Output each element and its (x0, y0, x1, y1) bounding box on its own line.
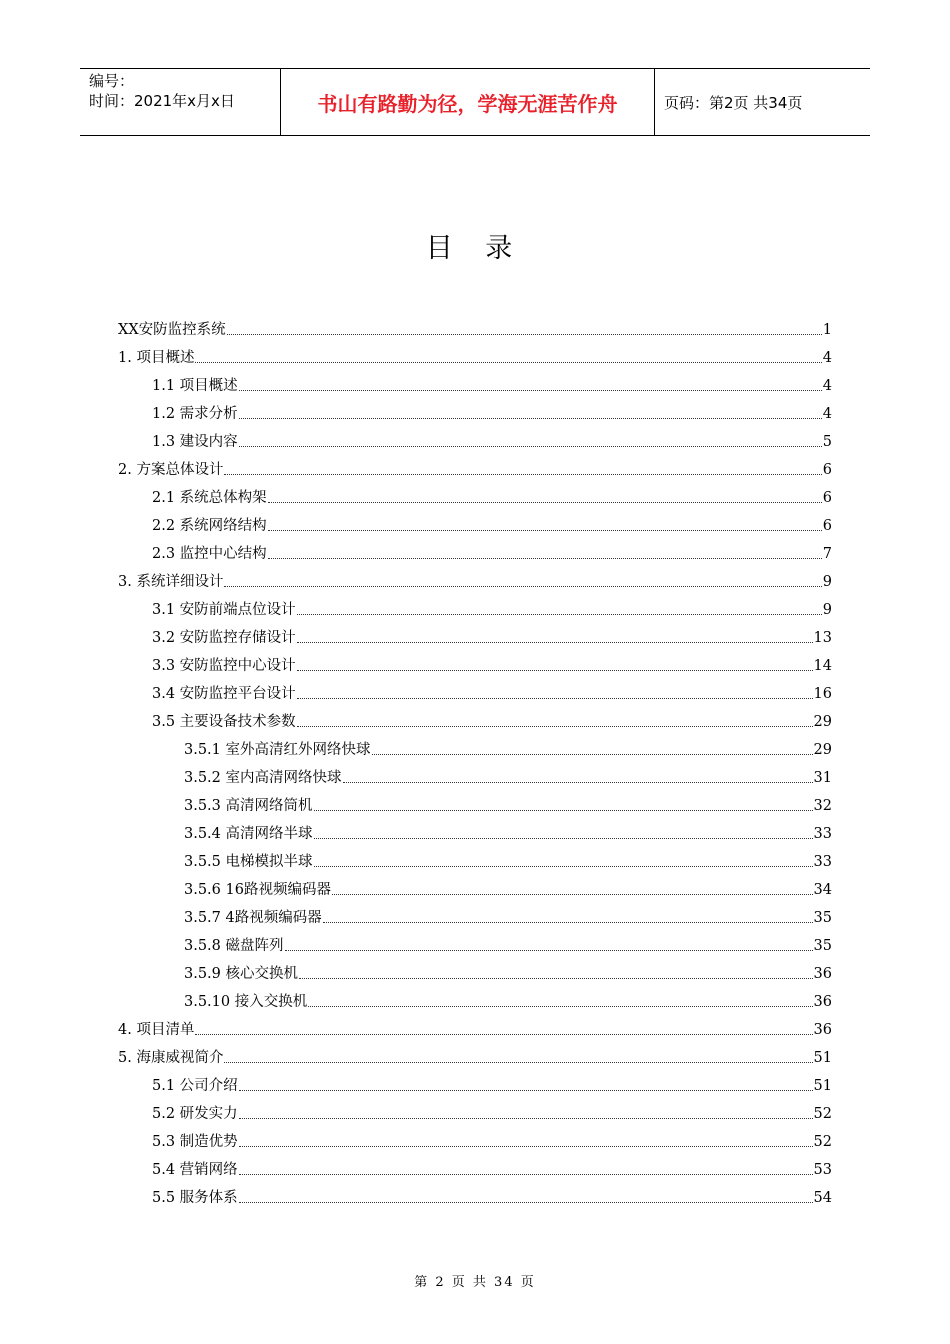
toc-dot-leader (323, 922, 813, 923)
toc-entry-label: 3. 系统详细设计 (118, 574, 224, 590)
toc-dot-leader (332, 894, 813, 895)
toc-entry-page-number: 52 (813, 1106, 832, 1122)
toc-dot-leader (227, 334, 822, 335)
toc-dot-leader (239, 1202, 813, 1203)
toc-entry-label: 3.5.5 电梯模拟半球 (184, 854, 313, 870)
toc-entry-page-number: 36 (813, 1022, 832, 1038)
table-of-contents (118, 311, 832, 1207)
toc-entry[interactable] (152, 535, 832, 563)
toc-entry-page-number: 34 (813, 882, 832, 898)
toc-entry[interactable] (152, 395, 832, 423)
toc-entry-page-number: 29 (813, 714, 832, 730)
toc-entry[interactable] (118, 451, 832, 479)
toc-dot-leader (239, 1146, 813, 1147)
toc-dot-leader (314, 810, 813, 811)
toc-dot-leader (268, 530, 822, 531)
toc-entry[interactable] (152, 1179, 832, 1207)
toc-dot-leader (239, 1174, 813, 1175)
toc-dot-leader (343, 782, 813, 783)
toc-entry-page-number: 36 (813, 994, 832, 1010)
toc-entry[interactable] (184, 871, 832, 899)
toc-dot-leader (297, 614, 822, 615)
toc-entry-page-number: 9 (822, 574, 832, 590)
toc-entry-label: 1.2 需求分析 (152, 406, 238, 422)
toc-entry-label: 5.4 营销网络 (152, 1162, 238, 1178)
toc-entry[interactable] (118, 563, 832, 591)
toc-entry[interactable] (118, 311, 832, 339)
toc-entry[interactable] (184, 899, 832, 927)
toc-entry-label: 3.1 安防前端点位设计 (152, 602, 296, 618)
header-page-info: 页码：第2页 共34页 (664, 93, 803, 112)
toc-entry[interactable] (184, 843, 832, 871)
toc-entry-page-number: 51 (813, 1078, 832, 1094)
toc-entry[interactable] (152, 647, 832, 675)
toc-entry-label: 1. 项目概述 (118, 350, 195, 366)
toc-entry-label: 5.3 制造优势 (152, 1134, 238, 1150)
toc-dot-leader (224, 474, 821, 475)
toc-entry-label: 3.5.3 高清网络筒机 (184, 798, 313, 814)
toc-entry-page-number: 4 (822, 350, 832, 366)
toc-entry[interactable] (152, 1123, 832, 1151)
toc-entry[interactable] (152, 619, 832, 647)
toc-entry-page-number: 31 (813, 770, 832, 786)
toc-entry-label: 5.5 服务体系 (152, 1190, 238, 1206)
toc-entry-label: 2.1 系统总体构架 (152, 490, 267, 506)
toc-entry-page-number: 35 (813, 910, 832, 926)
toc-entry[interactable] (184, 787, 832, 815)
toc-entry-page-number: 36 (813, 966, 832, 982)
toc-dot-leader (372, 754, 813, 755)
toc-entry[interactable] (152, 507, 832, 535)
toc-entry-page-number: 51 (813, 1050, 832, 1066)
toc-entry-label: 3.5 主要设备技术参数 (152, 714, 296, 730)
toc-entry-page-number: 33 (813, 826, 832, 842)
toc-entry-label: 1.3 建设内容 (152, 434, 238, 450)
toc-entry-page-number: 52 (813, 1134, 832, 1150)
toc-dot-leader (239, 446, 822, 447)
toc-entry-label: 3.5.9 核心交换机 (184, 966, 299, 982)
toc-dot-leader (299, 978, 813, 979)
toc-entry[interactable] (184, 815, 832, 843)
toc-entry-label: 3.5.7 4路视频编码器 (184, 910, 322, 926)
toc-entry-label: 5.1 公司介绍 (152, 1078, 238, 1094)
toc-dot-leader (239, 1118, 813, 1119)
toc-entry-page-number: 13 (813, 630, 832, 646)
toc-entry-label: 3.5.10 接入交换机 (184, 994, 308, 1010)
toc-dot-leader (239, 418, 822, 419)
toc-entry-page-number: 6 (822, 462, 832, 478)
toc-entry[interactable] (118, 1039, 832, 1067)
toc-entry[interactable] (118, 339, 832, 367)
toc-entry[interactable] (152, 675, 832, 703)
toc-entry-page-number: 33 (813, 854, 832, 870)
toc-entry-label: XX安防监控系统 (118, 322, 226, 338)
toc-entry-label: 3.5.2 室内高清网络快球 (184, 770, 342, 786)
header-date-label: 时间：2021年x月x日 (89, 92, 235, 110)
toc-entry-page-number: 4 (822, 378, 832, 394)
header-motto: 书山有路勤为径，学海无涯苦作舟 (281, 69, 655, 135)
page-header (80, 68, 870, 136)
toc-entry-label: 5. 海康威视简介 (118, 1050, 224, 1066)
toc-dot-leader (268, 558, 822, 559)
toc-entry-page-number: 6 (822, 518, 832, 534)
toc-dot-leader (268, 502, 822, 503)
toc-entry[interactable] (152, 367, 832, 395)
toc-entry[interactable] (152, 703, 832, 731)
toc-entry[interactable] (118, 1011, 832, 1039)
toc-dot-leader (297, 670, 813, 671)
header-code-label: 编号： (89, 72, 135, 90)
page-footer: 第 2 页 共 34 页 (414, 1275, 536, 1290)
toc-dot-leader (308, 1006, 812, 1007)
toc-entry-page-number: 32 (813, 798, 832, 814)
toc-entry-label: 4. 项目清单 (118, 1022, 195, 1038)
toc-entry-page-number: 1 (822, 322, 832, 338)
toc-entry[interactable] (152, 423, 832, 451)
toc-entry[interactable] (152, 591, 832, 619)
toc-entry[interactable] (184, 759, 832, 787)
toc-entry-page-number: 29 (813, 742, 832, 758)
toc-entry-label: 1.1 项目概述 (152, 378, 238, 394)
toc-entry[interactable] (184, 983, 832, 1011)
toc-dot-leader (195, 1034, 812, 1035)
toc-entry-label: 3.2 安防监控存储设计 (152, 630, 296, 646)
toc-entry-label: 5.2 研发实力 (152, 1106, 238, 1122)
toc-entry-label: 2. 方案总体设计 (118, 462, 224, 478)
toc-entry[interactable] (184, 731, 832, 759)
toc-dot-leader (239, 390, 822, 391)
toc-entry-label: 3.5.1 室外高清红外网络快球 (184, 742, 371, 758)
toc-entry-page-number: 6 (822, 490, 832, 506)
toc-entry-page-number: 5 (822, 434, 832, 450)
toc-dot-leader (314, 866, 813, 867)
toc-dot-leader (239, 1090, 813, 1091)
toc-entry-label: 3.5.4 高清网络半球 (184, 826, 313, 842)
toc-dot-leader (297, 642, 813, 643)
toc-entry[interactable] (152, 1095, 832, 1123)
toc-entry-label: 3.5.8 磁盘阵列 (184, 938, 284, 954)
toc-dot-leader (297, 698, 813, 699)
toc-dot-leader (285, 950, 813, 951)
toc-entry[interactable] (184, 955, 832, 983)
toc-entry[interactable] (152, 479, 832, 507)
toc-dot-leader (297, 726, 813, 727)
toc-entry[interactable] (152, 1151, 832, 1179)
toc-entry[interactable] (184, 927, 832, 955)
toc-entry-page-number: 35 (813, 938, 832, 954)
toc-entry-label: 2.3 监控中心结构 (152, 546, 267, 562)
toc-entry-page-number: 16 (813, 686, 832, 702)
toc-entry-page-number: 54 (813, 1190, 832, 1206)
toc-entry-label: 3.4 安防监控平台设计 (152, 686, 296, 702)
toc-entry-page-number: 14 (813, 658, 832, 674)
toc-entry-page-number: 4 (822, 406, 832, 422)
toc-entry-label: 3.5.6 16路视频编码器 (184, 882, 331, 898)
toc-entry[interactable] (152, 1067, 832, 1095)
toc-title: 目 录 (425, 233, 525, 264)
toc-entry-page-number: 53 (813, 1162, 832, 1178)
toc-dot-leader (224, 586, 821, 587)
toc-entry-page-number: 9 (822, 602, 832, 618)
toc-dot-leader (224, 1062, 812, 1063)
toc-entry-page-number: 7 (822, 546, 832, 562)
header-meta (80, 69, 281, 135)
toc-entry-label: 3.3 安防监控中心设计 (152, 658, 296, 674)
toc-dot-leader (195, 362, 821, 363)
toc-entry-label: 2.2 系统网络结构 (152, 518, 267, 534)
toc-dot-leader (314, 838, 813, 839)
